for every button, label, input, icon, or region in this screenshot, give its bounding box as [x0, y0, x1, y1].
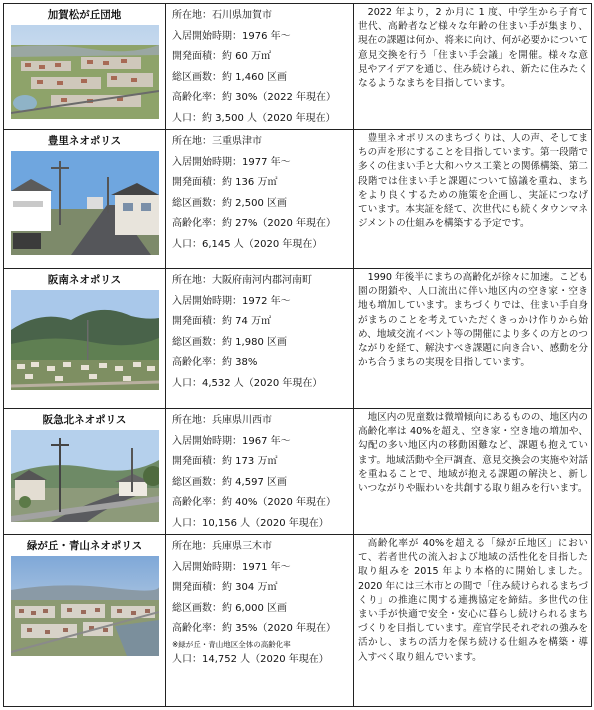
fact-total-lots: 総区画数：約 4,597 区画 [172, 476, 287, 488]
hillside-road-photo [11, 430, 159, 522]
community-facts-cell [166, 269, 354, 409]
fact-development-area: 開発面積：約 173 万㎡ [172, 456, 278, 467]
community-facts-cell [166, 409, 354, 535]
fact-aging-rate: 高齢化率：約 40%（2020 年現在） [172, 497, 337, 508]
community-description-cell [354, 4, 592, 130]
community-description-cell [354, 409, 592, 535]
aerial-town-photo [11, 556, 159, 656]
residential-street-photo [11, 151, 159, 255]
community-description: 2022 年より，2 か月に 1 度、中学生から子育て世代、高齢者など様々な年齢の住まい手が集まり、現在の課題は何か、将来に向け、何が必要かについて意見交換を行う「住まい手会議」を開催。様々な意見やアイデアを通じ、住み続けられ、新たに住みたくなるようなまちを目指しています。 [358, 7, 588, 90]
aerial-suburb-photo [11, 25, 159, 119]
community-name-cell [4, 535, 166, 707]
fact-move-in-start: 入居開始時期：1976 年～ [172, 30, 291, 42]
community-row [4, 269, 592, 409]
community-description-cell [354, 535, 592, 707]
fact-location: 所在地：大阪府南河内郡河南町 [172, 275, 312, 286]
community-row [4, 409, 592, 535]
fact-development-area: 開発面積：約 304 万㎡ [172, 582, 278, 593]
fact-move-in-start: 入居開始時期：1971 年～ [172, 561, 291, 573]
fact-move-in-start: 入居開始時期：1967 年～ [172, 435, 291, 447]
fact-population: 人口：6,145 人（2020 年現在） [172, 238, 323, 250]
community-name: 阪南ネオポリス [47, 274, 122, 286]
fact-aging-rate: 高齢化率：約 38% [172, 357, 258, 368]
fact-development-area: 開発面積：約 136 万㎡ [172, 177, 278, 188]
community-name: 豊里ネオポリス [47, 135, 122, 147]
community-description: 1990 年後半にまちの高齢化が徐々に加速。こども園の閉鎖や、人口流出に伴い地区内の空き家・空き地も増加しています。まちづくりでは、住まい手自身がまちのことを考えていただくきっかけ作りから始め、地域交流イベント等の開催により多くの方とのつながりを経て、解決すべき課題に向き合い、感動を分かち合うまちの実現を目指しています。 [358, 272, 588, 369]
community-name-cell [4, 130, 166, 269]
community-name: 緑が丘・青山ネオポリス [26, 540, 143, 552]
mountain-town-photo [11, 290, 159, 390]
community-description-cell [354, 130, 592, 269]
community-name: 阪急北ネオポリス [42, 414, 127, 426]
fact-move-in-start: 入居開始時期：1972 年～ [172, 295, 291, 307]
community-name-cell [4, 4, 166, 130]
fact-total-lots: 総区画数：約 1,980 区画 [172, 336, 287, 348]
community-description: 豊里ネオポリスのまちづくりは、人の声、そしてまちの声を形にすることを目指しています。第一段階で多くの住まい手と大和ハウス工業との関係構築、第二段階では住まい手と課題について協議を重ね、まちをより良くするための施策を企画し、実証につなげています。本実証を経て、次世代にも続くタウンマネジメントの仕組みを構築する予定です。 [358, 133, 588, 230]
community-facts-cell [166, 4, 354, 130]
fact-development-area: 開発面積：約 74 万㎡ [172, 316, 272, 327]
fact-aging-rate: 高齢化率：約 35%（2020 年現在） [172, 623, 337, 634]
fact-total-lots: 総区画数：約 2,500 区画 [172, 197, 287, 209]
fact-location: 所在地：兵庫県三木市 [172, 541, 272, 552]
community-name-cell [4, 409, 166, 535]
community-facts-cell [166, 130, 354, 269]
fact-population: 人口：4,532 人（2020 年現在） [172, 377, 323, 389]
fact-location: 所在地：三重県津市 [172, 136, 262, 147]
community-name: 加賀松が丘団地 [47, 9, 122, 21]
fact-total-lots: 総区画数：約 6,000 区画 [172, 602, 287, 614]
fact-total-lots: 総区画数：約 1,460 区画 [172, 71, 287, 83]
community-description: 地区内の児童数は微増傾向にあるものの、地区内の高齢化率は 40%を超え、空き家・空き地の増加や、勾配の多い地区内の移動困難など、課題も抱えています。地域活動や全戸調査、意見交換会の実施や対話を重ねることで、地域が抱える課題の解決と、新しいつながりや賑わいを共創する取り組みを行います。 [358, 412, 588, 495]
community-facts-cell [166, 535, 354, 707]
fact-development-area: 開発面積：約 60 万㎡ [172, 51, 272, 62]
fact-location: 所在地：石川県加賀市 [172, 10, 272, 21]
fact-population: 人口：10,156 人（2020 年現在） [172, 517, 329, 529]
community-description-cell [354, 269, 592, 409]
fact-move-in-start: 入居開始時期：1977 年～ [172, 156, 291, 168]
community-name-cell [4, 269, 166, 409]
community-row [4, 4, 592, 130]
neopolis-table [3, 3, 592, 707]
community-row [4, 535, 592, 707]
fact-population: 人口：約 3,500 人（2020 年現在） [172, 112, 336, 124]
community-row [4, 130, 592, 269]
fact-aging-rate-note: ※緑が丘・青山地区全体の高齢化率 [172, 639, 291, 649]
fact-aging-rate: 高齢化率：約 27%（2020 年現在） [172, 218, 337, 229]
fact-location: 所在地：兵庫県川西市 [172, 415, 272, 426]
fact-aging-rate: 高齢化率：約 30%（2022 年現在） [172, 92, 337, 103]
community-description: 高齢化率が 40%を超える「緑が丘地区」において、若者世代の流入および地域の活性化を目指した取り組みを 2015 年より本格的に開始しました。2020 年には三木市との間で「住み続けられるまちづくり」の推進に関する連携協定を締結。多世代の住まい手が快適で安全・安心に暮らし続けられるまちづくりを目指しています。産官学民それぞれの強みを活かし、まちの活力を保ち続ける仕組みを構築・導入すべく取り組んでいます。 [358, 538, 588, 663]
fact-population: 人口：14,752 人（2020 年現在） [172, 653, 329, 665]
